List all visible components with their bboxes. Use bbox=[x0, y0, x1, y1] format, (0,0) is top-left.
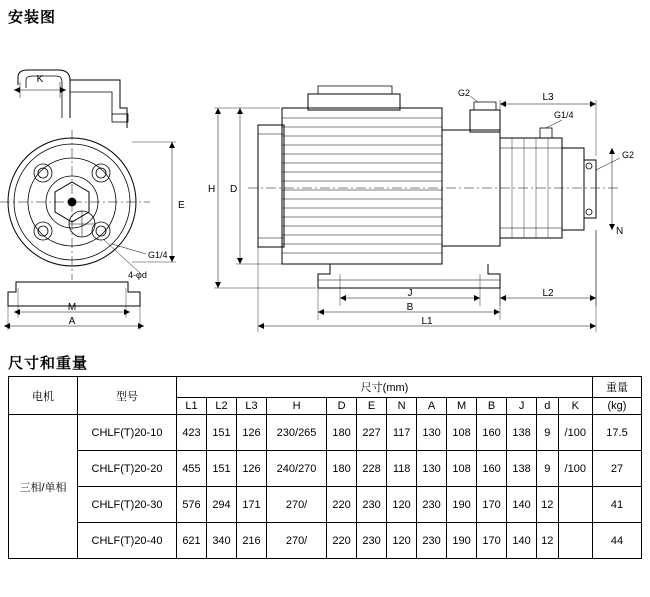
header-size-D: D bbox=[327, 398, 357, 415]
page-title-dimensions: 尺寸和重量 bbox=[8, 355, 89, 372]
label-H: H bbox=[208, 184, 216, 195]
cell-J: 138 bbox=[507, 415, 537, 451]
label-D: D bbox=[230, 184, 238, 195]
cell-E: 227 bbox=[357, 415, 387, 451]
cell-L3: 171 bbox=[237, 487, 267, 523]
page-title-installation: 安装图 bbox=[8, 9, 57, 26]
cell-L1: 621 bbox=[177, 523, 207, 559]
cell-K: /100 bbox=[558, 415, 592, 451]
cell-J: 140 bbox=[507, 523, 537, 559]
cell-L2: 294 bbox=[207, 487, 237, 523]
header-size-L3: L3 bbox=[237, 398, 267, 415]
label-B: B bbox=[406, 302, 414, 313]
cell-B: 170 bbox=[477, 523, 507, 559]
cell-K: /100 bbox=[558, 451, 592, 487]
cell-D: 180 bbox=[327, 451, 357, 487]
cell-d: 9 bbox=[537, 451, 558, 487]
header-size-L2: L2 bbox=[207, 398, 237, 415]
table-row bbox=[9, 415, 642, 451]
label-K: K bbox=[36, 74, 44, 85]
header-weight-unit: (kg) bbox=[593, 398, 642, 415]
cell-J: 138 bbox=[507, 451, 537, 487]
label-E: E bbox=[178, 200, 185, 211]
cell-E: 228 bbox=[357, 451, 387, 487]
cell-L1: 455 bbox=[177, 451, 207, 487]
header-size-N: N bbox=[387, 398, 417, 415]
cell-d: 9 bbox=[537, 415, 558, 451]
cell-H: 270/ bbox=[267, 523, 327, 559]
label-L2: L2 bbox=[542, 288, 554, 299]
cell-M: 108 bbox=[447, 415, 477, 451]
cell-M: 190 bbox=[447, 487, 477, 523]
cell-N: 120 bbox=[387, 487, 417, 523]
dimensions-table bbox=[8, 376, 642, 559]
header-size-H: H bbox=[267, 398, 327, 415]
table-header-row-1 bbox=[9, 377, 642, 398]
table-row bbox=[9, 523, 642, 559]
cell-model: CHLF(T)20-10 bbox=[78, 415, 177, 451]
cell-L3: 126 bbox=[237, 451, 267, 487]
cell-B: 160 bbox=[477, 451, 507, 487]
label-J: J bbox=[407, 288, 413, 299]
header-weight-group: 重量 bbox=[593, 377, 642, 398]
left-view bbox=[0, 70, 185, 330]
header-model: 型号 bbox=[78, 377, 177, 415]
cell-weight: 41 bbox=[593, 487, 642, 523]
header-size-B: B bbox=[477, 398, 507, 415]
header-size-group: 尺寸(mm) bbox=[177, 377, 593, 398]
cell-L1: 423 bbox=[177, 415, 207, 451]
cell-D: 220 bbox=[327, 487, 357, 523]
table-row bbox=[9, 451, 642, 487]
label-L1: L1 bbox=[421, 316, 433, 327]
header-size-K: K bbox=[558, 398, 592, 415]
cell-B: 160 bbox=[477, 415, 507, 451]
label-G2-right: G2 bbox=[622, 150, 635, 160]
cell-H: 240/270 bbox=[267, 451, 327, 487]
cell-H: 270/ bbox=[267, 487, 327, 523]
cell-model: CHLF(T)20-20 bbox=[78, 451, 177, 487]
cell-motor-type: 三相/单相 bbox=[9, 415, 78, 559]
right-view bbox=[208, 86, 634, 332]
cell-H: 230/265 bbox=[267, 415, 327, 451]
cell-L2: 340 bbox=[207, 523, 237, 559]
cell-D: 180 bbox=[327, 415, 357, 451]
cell-K bbox=[558, 523, 592, 559]
cell-A: 130 bbox=[417, 451, 447, 487]
cell-M: 108 bbox=[447, 451, 477, 487]
cell-E: 230 bbox=[357, 487, 387, 523]
cell-A: 230 bbox=[417, 523, 447, 559]
label-L3: L3 bbox=[542, 92, 554, 103]
cell-N: 117 bbox=[387, 415, 417, 451]
cell-A: 130 bbox=[417, 415, 447, 451]
cell-D: 220 bbox=[327, 523, 357, 559]
cell-L3: 216 bbox=[237, 523, 267, 559]
cell-weight: 17.5 bbox=[593, 415, 642, 451]
header-size-d: d bbox=[537, 398, 558, 415]
cell-weight: 27 bbox=[593, 451, 642, 487]
cell-N: 118 bbox=[387, 451, 417, 487]
header-size-J: J bbox=[507, 398, 537, 415]
cell-L1: 576 bbox=[177, 487, 207, 523]
cell-weight: 44 bbox=[593, 523, 642, 559]
cell-model: CHLF(T)20-30 bbox=[78, 487, 177, 523]
header-size-M: M bbox=[447, 398, 477, 415]
cell-K bbox=[558, 487, 592, 523]
header-size-A: A bbox=[417, 398, 447, 415]
label-N: N bbox=[616, 226, 624, 237]
label-G14-right: G1/4 bbox=[554, 110, 574, 120]
cell-J: 140 bbox=[507, 487, 537, 523]
label-G14-left: G1/4 bbox=[148, 250, 168, 260]
label-G2-top: G2 bbox=[458, 88, 471, 98]
cell-L3: 126 bbox=[237, 415, 267, 451]
label-M: M bbox=[67, 302, 77, 313]
cell-L2: 151 bbox=[207, 415, 237, 451]
cell-model: CHLF(T)20-40 bbox=[78, 523, 177, 559]
header-motor: 电机 bbox=[9, 377, 78, 415]
table-row bbox=[9, 487, 642, 523]
installation-drawing bbox=[0, 30, 650, 340]
cell-A: 230 bbox=[417, 487, 447, 523]
header-size-L1: L1 bbox=[177, 398, 207, 415]
label-4phid: 4-φd bbox=[128, 270, 147, 280]
cell-E: 230 bbox=[357, 523, 387, 559]
cell-d: 12 bbox=[537, 523, 558, 559]
cell-d: 12 bbox=[537, 487, 558, 523]
label-A: A bbox=[68, 316, 76, 327]
cell-L2: 151 bbox=[207, 451, 237, 487]
cell-B: 170 bbox=[477, 487, 507, 523]
cell-N: 120 bbox=[387, 523, 417, 559]
cell-M: 190 bbox=[447, 523, 477, 559]
header-size-E: E bbox=[357, 398, 387, 415]
